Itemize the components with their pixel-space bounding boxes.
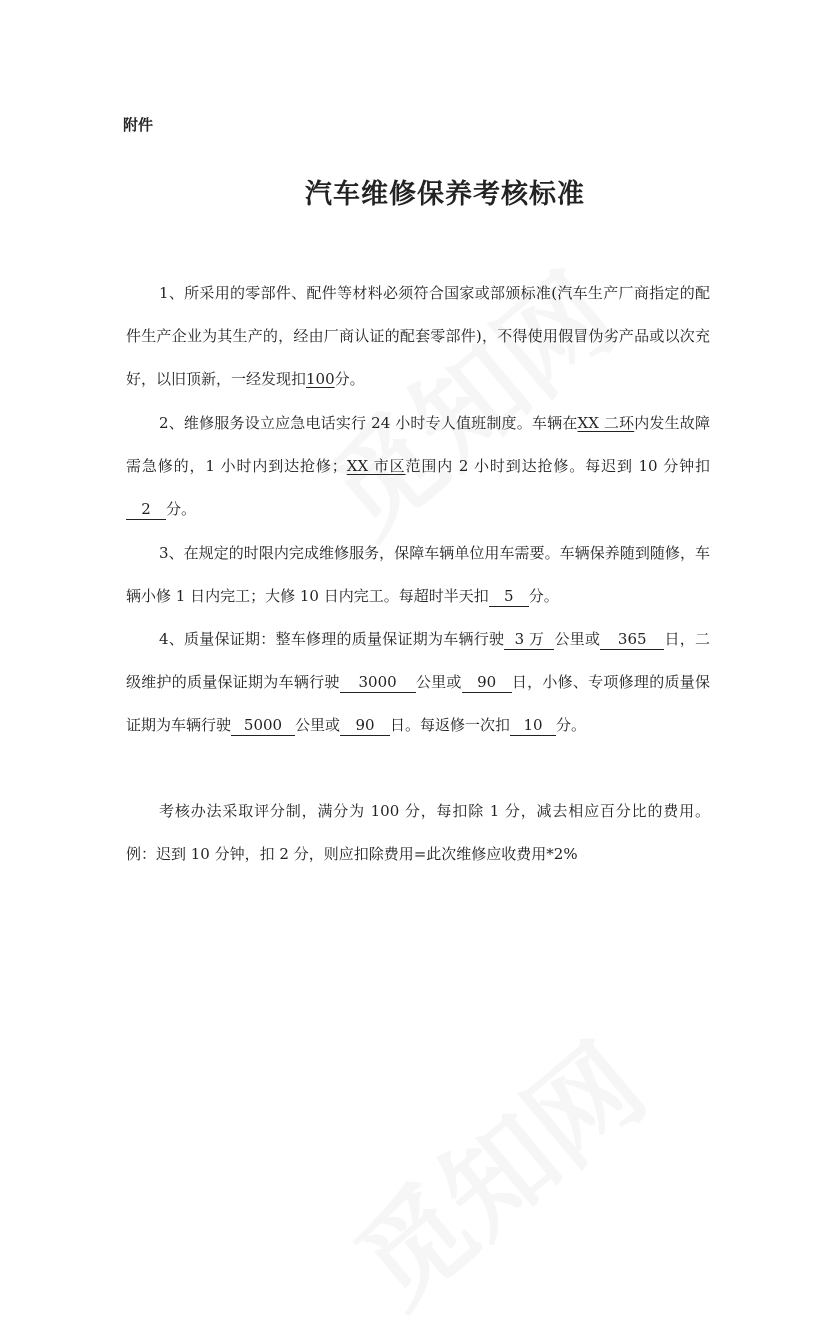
paragraph-3-text: 3、在规定的时限内完成维修服务，保障车辆单位用车需要。车辆保养随到随修，车辆小修 1 日内完工；大修 10 日内完工。每超时半天扣 (126, 544, 710, 605)
paragraph-2-text-c: 范围内 2 小时到达抢修。每迟到 10 分钟扣 (405, 457, 710, 475)
paragraph-3 (126, 532, 710, 618)
paragraph-1 (126, 272, 710, 401)
document-title: 汽车维修保养考核标准 (305, 179, 585, 210)
paragraph-4-tail: 分。 (556, 716, 587, 734)
paragraph-4-text-a: 4、质量保证期：整车修理的质量保证期为车辆行驶 (159, 630, 505, 648)
warranty-km-level2: 3000 (340, 672, 416, 693)
watermark-bottom (318, 1002, 672, 1335)
deduct-points-4: 10 (510, 715, 556, 736)
paragraph-2-text-b: 内发生故障需急修的，1 小时内到达抢修； (126, 414, 710, 475)
paragraph-2-tail: 分。 (166, 500, 197, 518)
paragraph-4-text-c: 日，二级维护的质量保证期为车辆行驶 (126, 630, 710, 691)
paragraph-4-text-g: 日。每返修一次扣 (390, 716, 511, 734)
paragraph-scoring: 考核办法采取评分制，满分为 100 分，每扣除 1 分，减去相应百分比的费用。例：迟到 10 分钟，扣 2 分，则应扣除费用=此次维修应收费用*2% (126, 802, 710, 863)
warranty-km-minor: 5000 (231, 715, 295, 736)
deduct-points-3: 5 (489, 586, 529, 607)
deduct-points-2: 2 (126, 499, 166, 520)
paragraph-3-tail: 分。 (528, 587, 559, 605)
paragraph-4-text-f: 公里或 (295, 716, 341, 734)
region-2: XX 市区 (346, 457, 406, 475)
deduct-points-1: 100 (306, 370, 335, 388)
paragraph-4-text-d: 公里或 (415, 673, 462, 691)
region-1: XX 二环 (577, 414, 635, 432)
attachment-label: 附件 (123, 116, 154, 134)
paragraph-4 (126, 618, 710, 747)
paragraph-2-text-a: 2、维修服务设立应急电话实行 24 小时专人值班制度。车辆在 (159, 414, 578, 432)
paragraph-4-text-b: 公里或 (554, 630, 601, 648)
paragraph-1-text: 1、所采用的零部件、配件等材料必须符合国家或部颁标准(汽车生产厂商指定的配件生产企业为其生产的，经由厂商认证的配套零部件)，不得使用假冒伪劣产品或以次充好，以旧顶新，一经发现扣 (126, 284, 710, 388)
warranty-days-level2: 90 (462, 672, 512, 693)
paragraph-4-text-e: 日，小修、专项修理的质量保证期为车辆行驶 (126, 673, 710, 734)
warranty-days-overhaul: 365 (600, 629, 664, 650)
paragraph-2 (126, 402, 710, 531)
warranty-km-overhaul: 3 万 (504, 629, 554, 650)
paragraph-1-tail: 分。 (334, 370, 365, 388)
warranty-days-minor: 90 (340, 715, 390, 736)
